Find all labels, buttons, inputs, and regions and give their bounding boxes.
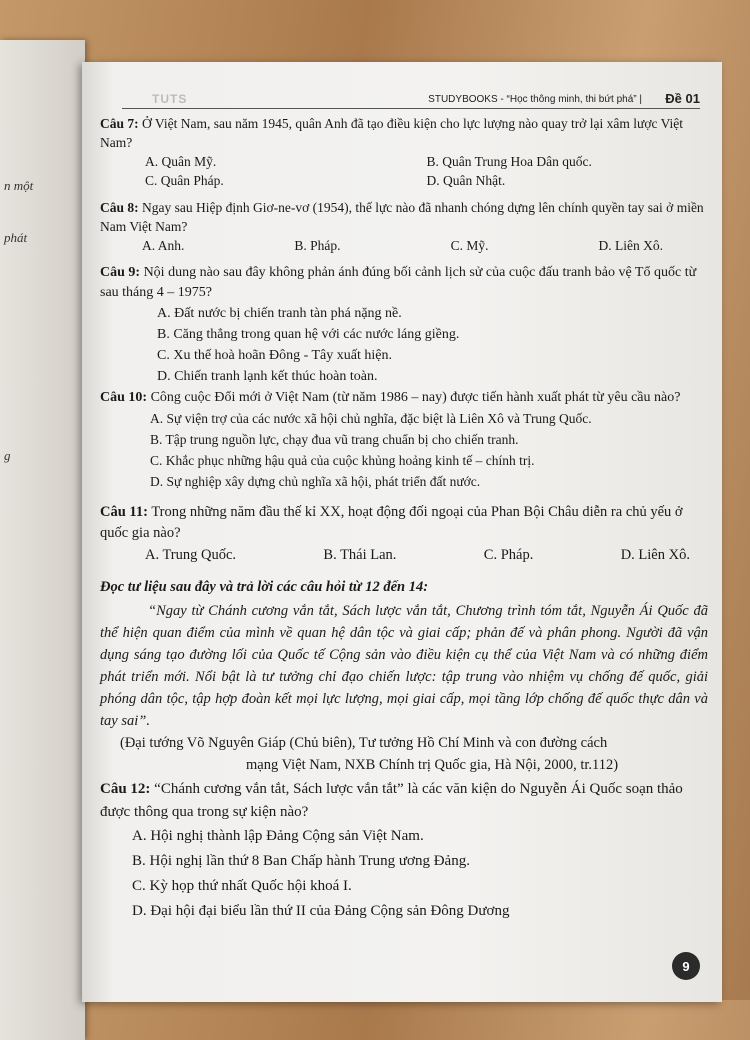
reading-passage — [100, 576, 708, 776]
option-d: D. Liên Xô. — [598, 238, 663, 253]
option-c: C. Kỳ họp thứ nhất Quốc hội khoá I. — [132, 878, 352, 894]
option-d: D. Đại hội đại biểu lần thứ II của Đảng Cộng sản Đông Dương — [132, 903, 510, 919]
page-number: 9 — [672, 952, 700, 980]
question-stem — [100, 263, 708, 303]
option-a: A. Đất nước bị chiến tranh tàn phá nặng nề. — [157, 306, 402, 321]
question-11 — [100, 502, 708, 566]
option-c: C. Khắc phục những hậu quả của cuộc khủng hoảng kinh tế – chính trị. — [150, 453, 535, 468]
option-c: C. Mỹ. — [450, 238, 489, 253]
question-text: “Chánh cương vắn tắt, Sách lược vắn tắt” là các văn kiện do Nguyễn Ái Quốc soạn thảo được thông qua trong sự kiện nào? — [100, 781, 683, 820]
page-content — [100, 114, 708, 924]
option-b: B. Thái Lan. — [323, 547, 397, 563]
question-9 — [100, 263, 708, 387]
option-a: A. Quân Mỹ. — [145, 154, 217, 169]
question-text: Ở Việt Nam, sau năm 1945, quân Anh đã tạo điều kiện cho lực lượng nào quay trở lại xâm lược Việt Nam? — [100, 116, 684, 150]
question-stem — [100, 114, 708, 152]
question-text: Trong những năm đầu thế kỉ XX, hoạt động đối ngoại của Phan Bội Châu diễn ra chủ yếu ở quốc gia nào? — [100, 504, 683, 541]
question-label: Câu 10: — [100, 390, 148, 405]
option-d: D. Chiến tranh lạnh kết thúc hoàn toàn. — [157, 369, 378, 384]
option-a: A. Sự viện trợ của các nước xã hội chủ nghĩa, đặc biệt là Liên Xô và Trung Quốc. — [150, 411, 592, 426]
question-12 — [100, 778, 708, 924]
question-stem — [100, 778, 708, 824]
question-label: Câu 12: — [100, 781, 151, 797]
option-b: B. Pháp. — [294, 238, 341, 253]
options — [100, 236, 708, 255]
left-page-fragment: phát — [4, 230, 28, 245]
question-10 — [100, 387, 708, 492]
options — [100, 152, 708, 190]
book-page — [82, 62, 722, 1002]
source-line: mạng Việt Nam, NXB Chính trị Quốc gia, Hà Nội, 2000, tr.112) — [246, 757, 619, 773]
question-label: Câu 7: — [100, 116, 139, 131]
option-d: D. Quân Nhật. — [426, 173, 506, 188]
option-c: C. Quân Pháp. — [145, 173, 224, 188]
options — [100, 544, 708, 566]
question-stem — [100, 198, 708, 236]
option-b: B. Quân Trung Hoa Dân quốc. — [426, 154, 592, 169]
left-page-edge — [0, 40, 85, 1040]
option-c: C. Xu thế hoà hoãn Đông - Tây xuất hiện. — [157, 348, 392, 363]
question-stem — [100, 387, 708, 408]
option-a: A. Anh. — [142, 238, 185, 253]
option-b: B. Tập trung nguồn lực, chạy đua vũ trang chuẩn bị cho chiến tranh. — [150, 432, 519, 447]
brand-logo: TUTS — [152, 92, 188, 106]
option-d: D. Liên Xô. — [620, 547, 690, 563]
options — [100, 824, 708, 924]
question-label: Câu 11: — [100, 504, 148, 520]
source-line: (Đại tướng Võ Nguyên Giáp (Chủ biên), Tư tưởng Hồ Chí Minh và con đường cách — [120, 735, 608, 751]
left-page-fragment: n một — [4, 178, 34, 193]
passage-source — [100, 732, 708, 776]
option-c: C. Pháp. — [483, 547, 534, 563]
question-text: Nội dung nào sau đây không phản ánh đúng bối cảnh lịch sử của cuộc đấu tranh bảo vệ Tổ quốc từ sau tháng 4 – 1975? — [100, 265, 697, 300]
options — [100, 303, 708, 387]
option-a: A. Hội nghị thành lập Đảng Cộng sản Việt Nam. — [132, 828, 424, 844]
question-label: Câu 9: — [100, 265, 141, 280]
option-d: D. Sự nghiệp xây dựng chủ nghĩa xã hội, phát triển đất nước. — [150, 474, 481, 489]
option-b: B. Hội nghị lần thứ 8 Ban Chấp hành Trung ương Đảng. — [132, 853, 470, 869]
question-text: Ngay sau Hiệp định Giơ-ne-vơ (1954), thế lực nào đã nhanh chóng dựng lên chính quyền tay sai ở miền Nam Việt Nam? — [100, 200, 704, 234]
question-text: Công cuộc Đổi mới ở Việt Nam (từ năm 1986 – nay) được tiến hành xuất phát từ yêu cầu nào? — [150, 390, 681, 405]
question-7 — [100, 114, 708, 190]
exam-label: Đề 01 — [665, 91, 700, 106]
question-8 — [100, 198, 708, 255]
question-label: Câu 8: — [100, 200, 139, 215]
option-b: B. Căng thẳng trong quan hệ với các nước láng giềng. — [157, 327, 460, 342]
options — [100, 408, 708, 492]
passage-quote: “Ngay từ Chánh cương vắn tắt, Sách lược vắn tắt, Chương trình tóm tắt, Nguyễn Ái Quốc đã thể hiện quan điểm của mình về quan hệ dân tộc và giai cấp; phản đế và phân phong. Người đã vận dụng sáng tạo đường lối của Quốc tế Cộng sản vào điều kiện cụ thể của Việt Nam và có những điểm phát triển mới. Nổi bật là tư tưởng chỉ đạo chiến lược: tập trung vào nhiệm vụ chống đế quốc, giải phóng dân tộc, tập hợp đoàn kết mọi lực lượng, mọi giai cấp, mọi tầng lớp chống đế quốc thực dân và tay sai”. — [100, 603, 708, 729]
left-page-fragment: g — [4, 448, 11, 463]
question-stem — [100, 502, 708, 544]
page-header — [122, 90, 700, 109]
series-title: STUDYBOOKS - “Học thông minh, thi bứt phá” | — [428, 94, 642, 105]
passage-heading: Đọc tư liệu sau đây và trả lời các câu hỏi từ 12 đến 14: — [100, 579, 429, 595]
option-a: A. Trung Quốc. — [145, 547, 237, 563]
